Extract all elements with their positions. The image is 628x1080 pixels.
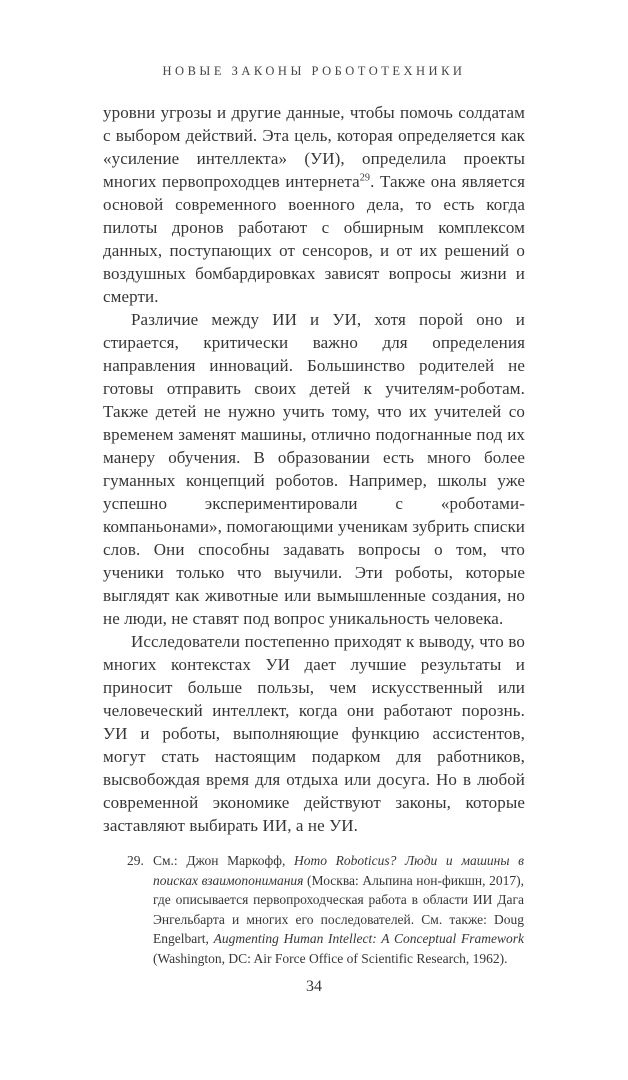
paragraph — [103, 308, 525, 630]
footnote-number: 29. — [127, 853, 144, 868]
body-text — [103, 101, 525, 837]
text-segment: Augmenting Human Intellect: A Conceptual Framework — [213, 931, 524, 946]
paragraph — [103, 101, 525, 308]
text-segment: См.: Джон Маркофф, — [153, 853, 294, 868]
text-segment: (Washington, DC: Air Force Office of Scientific Research, 1962). — [153, 950, 508, 966]
text-segment: (Москва: Альпина нон-фикшн, 2017), где описывается первопроходческая работа в области ИИ Дага Энгельбарта и многих его последователей. См. также: Doug Engelbart, — [153, 872, 524, 946]
footnote-text — [153, 853, 524, 966]
footnote-reference: 29 — [359, 172, 371, 184]
text-segment: Homo Roboticus? Люди и машины в поисках взаимопонимания — [153, 853, 524, 888]
footnote — [127, 851, 524, 968]
footnotes — [127, 851, 524, 968]
text-segment: . Также она является основой современного военного дела, то есть когда пилоты дронов работают с обширным комплексом данных, поступающих от сенсоров, и от их решений о воздушных бомбардировках зависят вопросы жизни и смерти. — [103, 172, 525, 306]
text-segment: Различие между ИИ и УИ, хотя порой оно и стирается, критически важно для определения направления инноваций. Большинство родителей не готовы отправить своих детей к учителям-роботам. Также детей не нужно учить тому, что их учителей со временем заменят машины, отлично подогнанные под их манеру обучения. В образовании есть много более гуманных концепций роботов. Например, школы уже успешно экспериментировали с «роботами-компаньонами», помогающими ученикам зубрить списки слов. Они способны задавать вопросы о том, что ученики только что выучили. Эти роботы, которые выглядят как животные или вымышленные создания, но не люди, не ставят под вопрос уникальность человека. — [103, 310, 525, 628]
text-segment: Исследователи постепенно приходят к выводу, что во многих контекстах УИ дает лучшие результаты и приносит больше пользы, чем искусственный или человеческий интеллект, когда они работают порознь. УИ и роботы, выполняющие функцию ассистентов, могут стать настоящим подарком для работников, высвобождая время для отдыха или досуга. Но в любой современной экономике действуют законы, которые заставляют выбирать ИИ, а не УИ. — [103, 632, 525, 835]
paragraph — [103, 630, 525, 837]
text-segment: уровни угрозы и другие данные, чтобы помочь солдатам с выбором действий. Эта цель, которая определяется как «усиление интеллекта» (УИ), определила проекты многих первопроходцев интернета — [103, 103, 525, 191]
page-number: 34 — [306, 978, 322, 995]
running-head: НОВЫЕ ЗАКОНЫ РОБОТОТЕХНИКИ — [162, 64, 466, 78]
